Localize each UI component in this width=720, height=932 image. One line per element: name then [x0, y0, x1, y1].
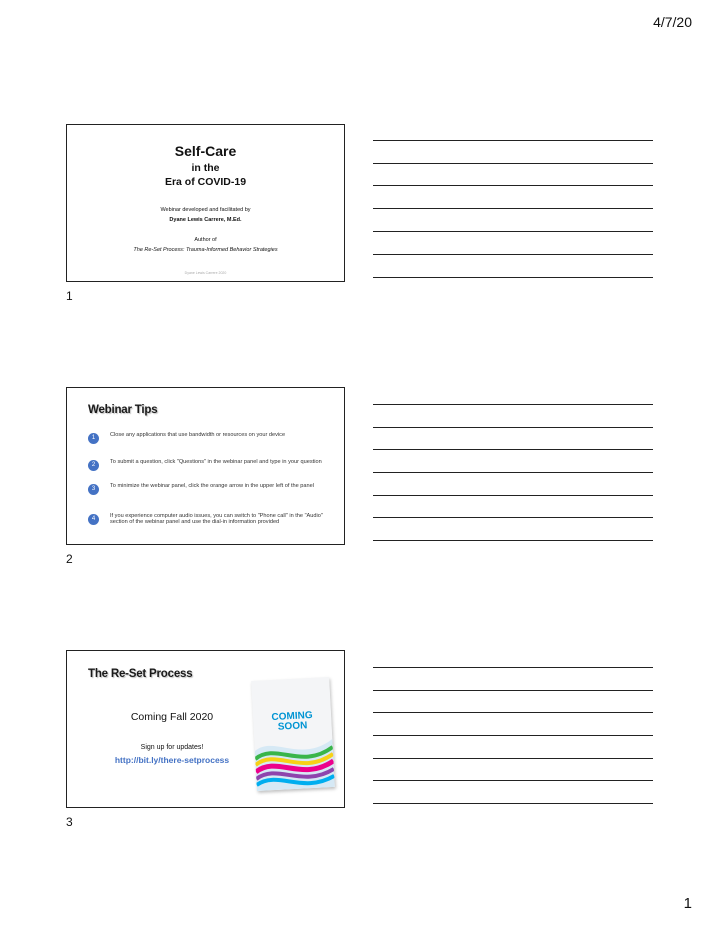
- tip-text: To minimize the webinar panel, click the orange arrow in the upper left of the panel: [110, 483, 314, 489]
- slide-1-book-title: The Re-Set Process: Trauma-Informed Behavior Strategies: [133, 247, 278, 253]
- tip-number-badge: 3: [88, 484, 99, 495]
- signup-text: Sign up for updates!: [140, 744, 204, 751]
- notes-line: [373, 495, 653, 496]
- notes-line: [373, 231, 653, 232]
- tip-number-badge: 4: [88, 514, 99, 525]
- signup-link[interactable]: http://bit.ly/there-setprocess: [114, 755, 230, 765]
- slide-1-number: 1: [66, 289, 73, 303]
- notes-line: [373, 667, 653, 668]
- slide-1-author-of: Author of: [194, 237, 217, 243]
- coming-fall-text: Coming Fall 2020: [130, 711, 214, 723]
- slide-1-copyright: Dyane Lewis Carrere 2020: [184, 271, 227, 275]
- slide-1-developed-by: Webinar developed and facilitated by: [160, 207, 251, 213]
- notes-line: [373, 449, 653, 450]
- tip-text: Close any applications that use bandwidth or resources on your device: [110, 432, 286, 438]
- notes-line: [373, 780, 653, 781]
- notes-line: [373, 404, 653, 405]
- print-date: 4/7/20: [653, 14, 692, 30]
- slide-1-author-name: Dyane Lewis Carrere, M.Ed.: [169, 217, 242, 223]
- notes-line: [373, 277, 653, 278]
- notes-line: [373, 540, 653, 541]
- slide-1-title-line2: in the: [191, 162, 220, 174]
- slide-2-title: Webinar Tips: [88, 404, 158, 416]
- notes-line: [373, 735, 653, 736]
- coming-soon-book-cover: [251, 677, 335, 791]
- notes-line: [373, 472, 653, 473]
- notes-line: [373, 140, 653, 141]
- cover-line-1: COMING: [271, 709, 313, 724]
- notes-line: [373, 803, 653, 804]
- notes-line: [373, 712, 653, 713]
- slide-2-thumbnail: [66, 387, 345, 545]
- slide-3-title: The Re-Set Process: [88, 668, 193, 680]
- slide-3-number: 3: [66, 815, 73, 829]
- tip-text: If you experience computer audio issues, you can switch to "Phone call" in the "Audio" section of the webinar panel and use the dial-in information provided: [110, 513, 323, 526]
- slide-1-title-line3: Era of COVID-19: [164, 176, 247, 188]
- slide-1-thumbnail: [66, 124, 345, 282]
- slide-2-number: 2: [66, 552, 73, 566]
- slide-3-thumbnail: [66, 650, 345, 808]
- cover-heading: [253, 710, 332, 734]
- tip-number-badge: 1: [88, 433, 99, 444]
- tip-number-badge: 2: [88, 460, 99, 471]
- notes-line: [373, 427, 653, 428]
- notes-line: [373, 185, 653, 186]
- slide-1-title: Self-Care: [174, 143, 237, 159]
- cover-line-2: SOON: [277, 720, 308, 733]
- cover-wave-graphic: [251, 677, 335, 791]
- notes-line: [373, 517, 653, 518]
- tip-text: To submit a question, click "Questions" in the webinar panel and type in your question: [110, 459, 322, 465]
- notes-line: [373, 758, 653, 759]
- notes-line: [373, 254, 653, 255]
- notes-line: [373, 690, 653, 691]
- notes-line: [373, 208, 653, 209]
- notes-line: [373, 163, 653, 164]
- page-number: 1: [683, 895, 692, 912]
